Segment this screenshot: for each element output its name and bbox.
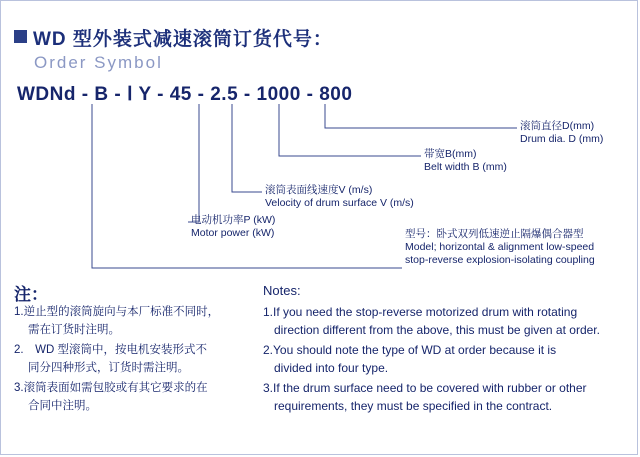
callout-belt-width-cn: 带宽B(mm) <box>424 148 477 160</box>
note-cn-1-line1: 1.逆止型的滚筒旋向与本厂标准不同时， <box>14 306 220 318</box>
note-cn-3-line1: 3.滚筒表面如需包胶或有其它要求的在 <box>14 382 208 394</box>
callout-motor-power-en: Motor power (kW) <box>191 227 275 239</box>
note-en-1-line2: direction different from the above, this must be given at order. <box>274 323 600 337</box>
note-item-cn <box>14 303 252 339</box>
note-en-2-line2: divided into four type. <box>274 361 389 375</box>
callout-velocity <box>265 184 414 210</box>
note-cn-1-line2: 需在订货时注明。 <box>28 324 120 336</box>
notes-list-en <box>263 303 631 417</box>
notes-list-cn <box>14 303 252 417</box>
note-cn-2-line2: 同分四种形式，订货时需注明。 <box>28 362 189 374</box>
note-item-en <box>263 341 631 377</box>
notes-title-cn: 注： <box>14 285 48 304</box>
note-item-cn <box>14 379 252 415</box>
note-en-2-line1: 2.You should note the type of WD at order because it is <box>263 343 557 357</box>
callout-velocity-en: Velocity of drum surface V (m/s) <box>265 197 414 209</box>
callout-drum-diameter-en: Drum dia. D (mm) <box>520 133 604 145</box>
note-en-3-line2: requirements, they must be specified in the contract. <box>274 399 553 413</box>
order-code: WDNd - B - Ⅰ Y - 45 - 2.5 - 1000 - 800 <box>17 84 353 105</box>
callout-drum-diameter-cn: 滚筒直径D(mm) <box>520 120 595 132</box>
notes-title-en: Notes: <box>263 283 301 298</box>
callout-motor-power-cn: 电动机功率P (kW) <box>191 214 276 226</box>
title-bullet-icon <box>14 30 27 43</box>
callout-belt-width-en: Belt width B (mm) <box>424 161 507 173</box>
callout-motor-power <box>191 214 275 240</box>
note-item-cn <box>14 341 252 377</box>
callout-model-en-line2: stop-reverse explosion-isolating coupling <box>405 254 595 266</box>
note-item-en <box>263 379 631 415</box>
note-item-en <box>263 303 631 339</box>
callout-model-cn: 型号：卧式双列低速逆止隔爆偶合器型 <box>405 228 584 240</box>
page-title-cn: WD 型外装式减速滚筒订货代号： <box>33 29 333 50</box>
note-cn-2-line1: 2. WD 型滚筒中，按电机安装形式不 <box>14 344 207 356</box>
page-title-en: Order Symbol <box>34 53 163 72</box>
note-en-1-line1: 1.If you need the stop-reverse motorized drum with rotating <box>263 305 578 319</box>
callout-model-en-line1: Model; horizontal & alignment low-speed <box>405 241 595 253</box>
note-cn-3-line2: 合同中注明。 <box>28 400 97 412</box>
callout-model <box>405 228 595 267</box>
callout-velocity-cn: 滚筒表面线速度V (m/s) <box>265 184 373 196</box>
note-en-3-line1: 3.If the drum surface need to be covered with rubber or other <box>263 381 587 395</box>
callout-belt-width <box>424 148 507 174</box>
callout-drum-diameter <box>520 120 603 146</box>
